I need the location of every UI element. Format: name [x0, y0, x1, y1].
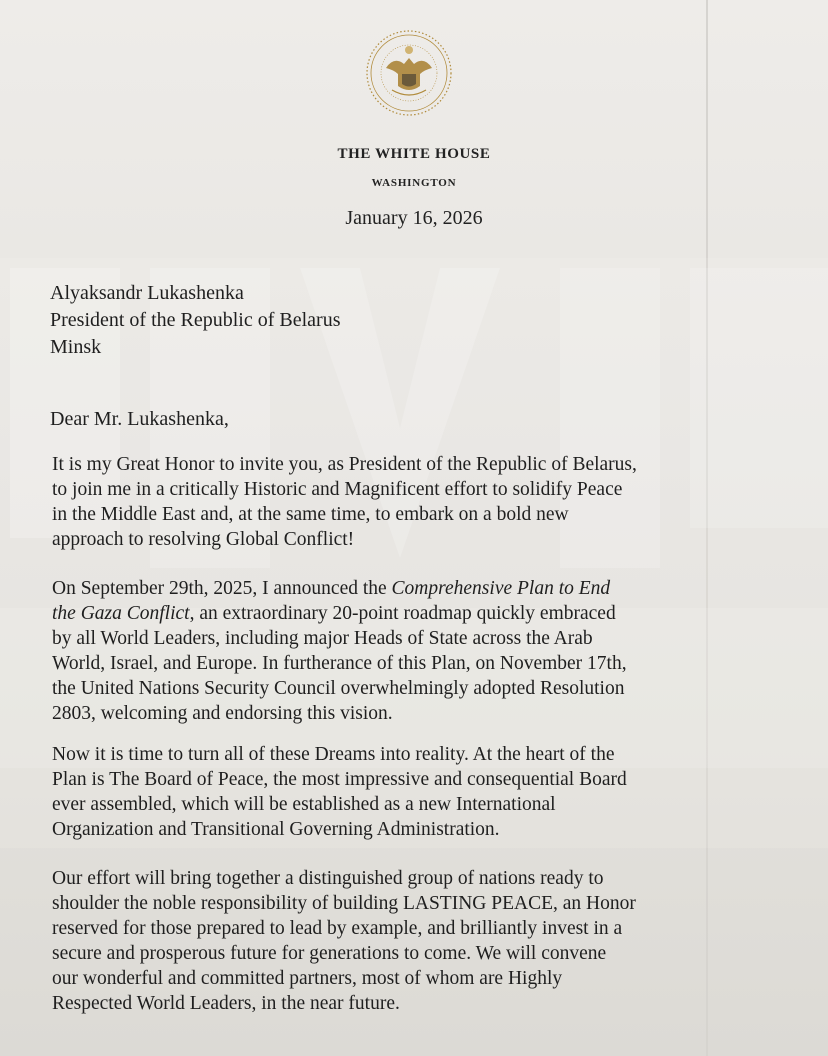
paragraph-line: approach to resolving Global Conflict! [52, 529, 355, 550]
paragraph-line: to join me in a critically Historic and Magnificent effort to solidify Peace [52, 479, 623, 500]
paragraph-line: Now it is time to turn all of these Dreams into reality. At the heart of the [52, 744, 615, 765]
recipient-city: Minsk [50, 336, 102, 358]
paragraph-line: It is my Great Honor to invite you, as President of the Republic of Belarus, [52, 454, 637, 475]
letterhead-title: THE WHITE HOUSE [337, 146, 491, 162]
letter-date: January 16, 2026 [345, 207, 483, 229]
paragraph-invitation [52, 452, 762, 552]
paragraph-line: World, Israel, and Europe. In furtherance of this Plan, on November 17th, [52, 653, 627, 674]
paragraph-board-of-peace [52, 742, 762, 842]
paragraph-line [52, 601, 762, 626]
paragraph-line: Our effort will bring together a distinguished group of nations ready to [52, 868, 604, 889]
paragraph-line: our wonderful and committed partners, most of whom are Highly [52, 968, 563, 989]
letterhead-city: WASHINGTON [371, 177, 457, 189]
paragraph-line: secure and prosperous future for generations to come. We will convene [52, 943, 607, 964]
paragraph-line: reserved for those prepared to lead by example, and brilliantly invest in a [52, 918, 623, 939]
paragraph-plan [52, 576, 762, 726]
presidential-seal-icon [364, 28, 454, 118]
recipient-address [50, 280, 341, 361]
paragraph-line: Plan is The Board of Peace, the most impressive and consequential Board [52, 769, 627, 790]
text-span: On September 29th, 2025, I announced the [52, 578, 392, 599]
recipient-title: President of the Republic of Belarus [50, 309, 341, 331]
paragraph-line: ever assembled, which will be established as a new International [52, 794, 556, 815]
paragraph-line: by all World Leaders, including major Heads of State across the Arab [52, 628, 593, 649]
paragraph-line: in the Middle East and, at the same time, to embark on a bold new [52, 504, 569, 525]
paragraph-line: shoulder the noble responsibility of building LASTING PEACE, an Honor [52, 893, 636, 914]
plan-title-italic: Comprehensive Plan to End [391, 578, 611, 599]
text-span: , an extraordinary 20-point roadmap quickly embraced [189, 603, 616, 624]
paragraph-line: Organization and Transitional Governing Administration. [52, 819, 500, 840]
paragraph-line: the United Nations Security Council overwhelmingly adopted Resolution [52, 678, 625, 699]
recipient-name: Alyaksandr Lukashenka [50, 282, 244, 304]
plan-title-italic: the Gaza Conflict [52, 603, 190, 624]
salutation: Dear Mr. Lukashenka, [50, 408, 229, 430]
paragraph-partners [52, 866, 762, 1016]
paragraph-line: 2803, welcoming and endorsing this vision. [52, 703, 393, 724]
paragraph-line: Respected World Leaders, in the near future. [52, 993, 400, 1014]
paragraph-line [52, 576, 762, 601]
